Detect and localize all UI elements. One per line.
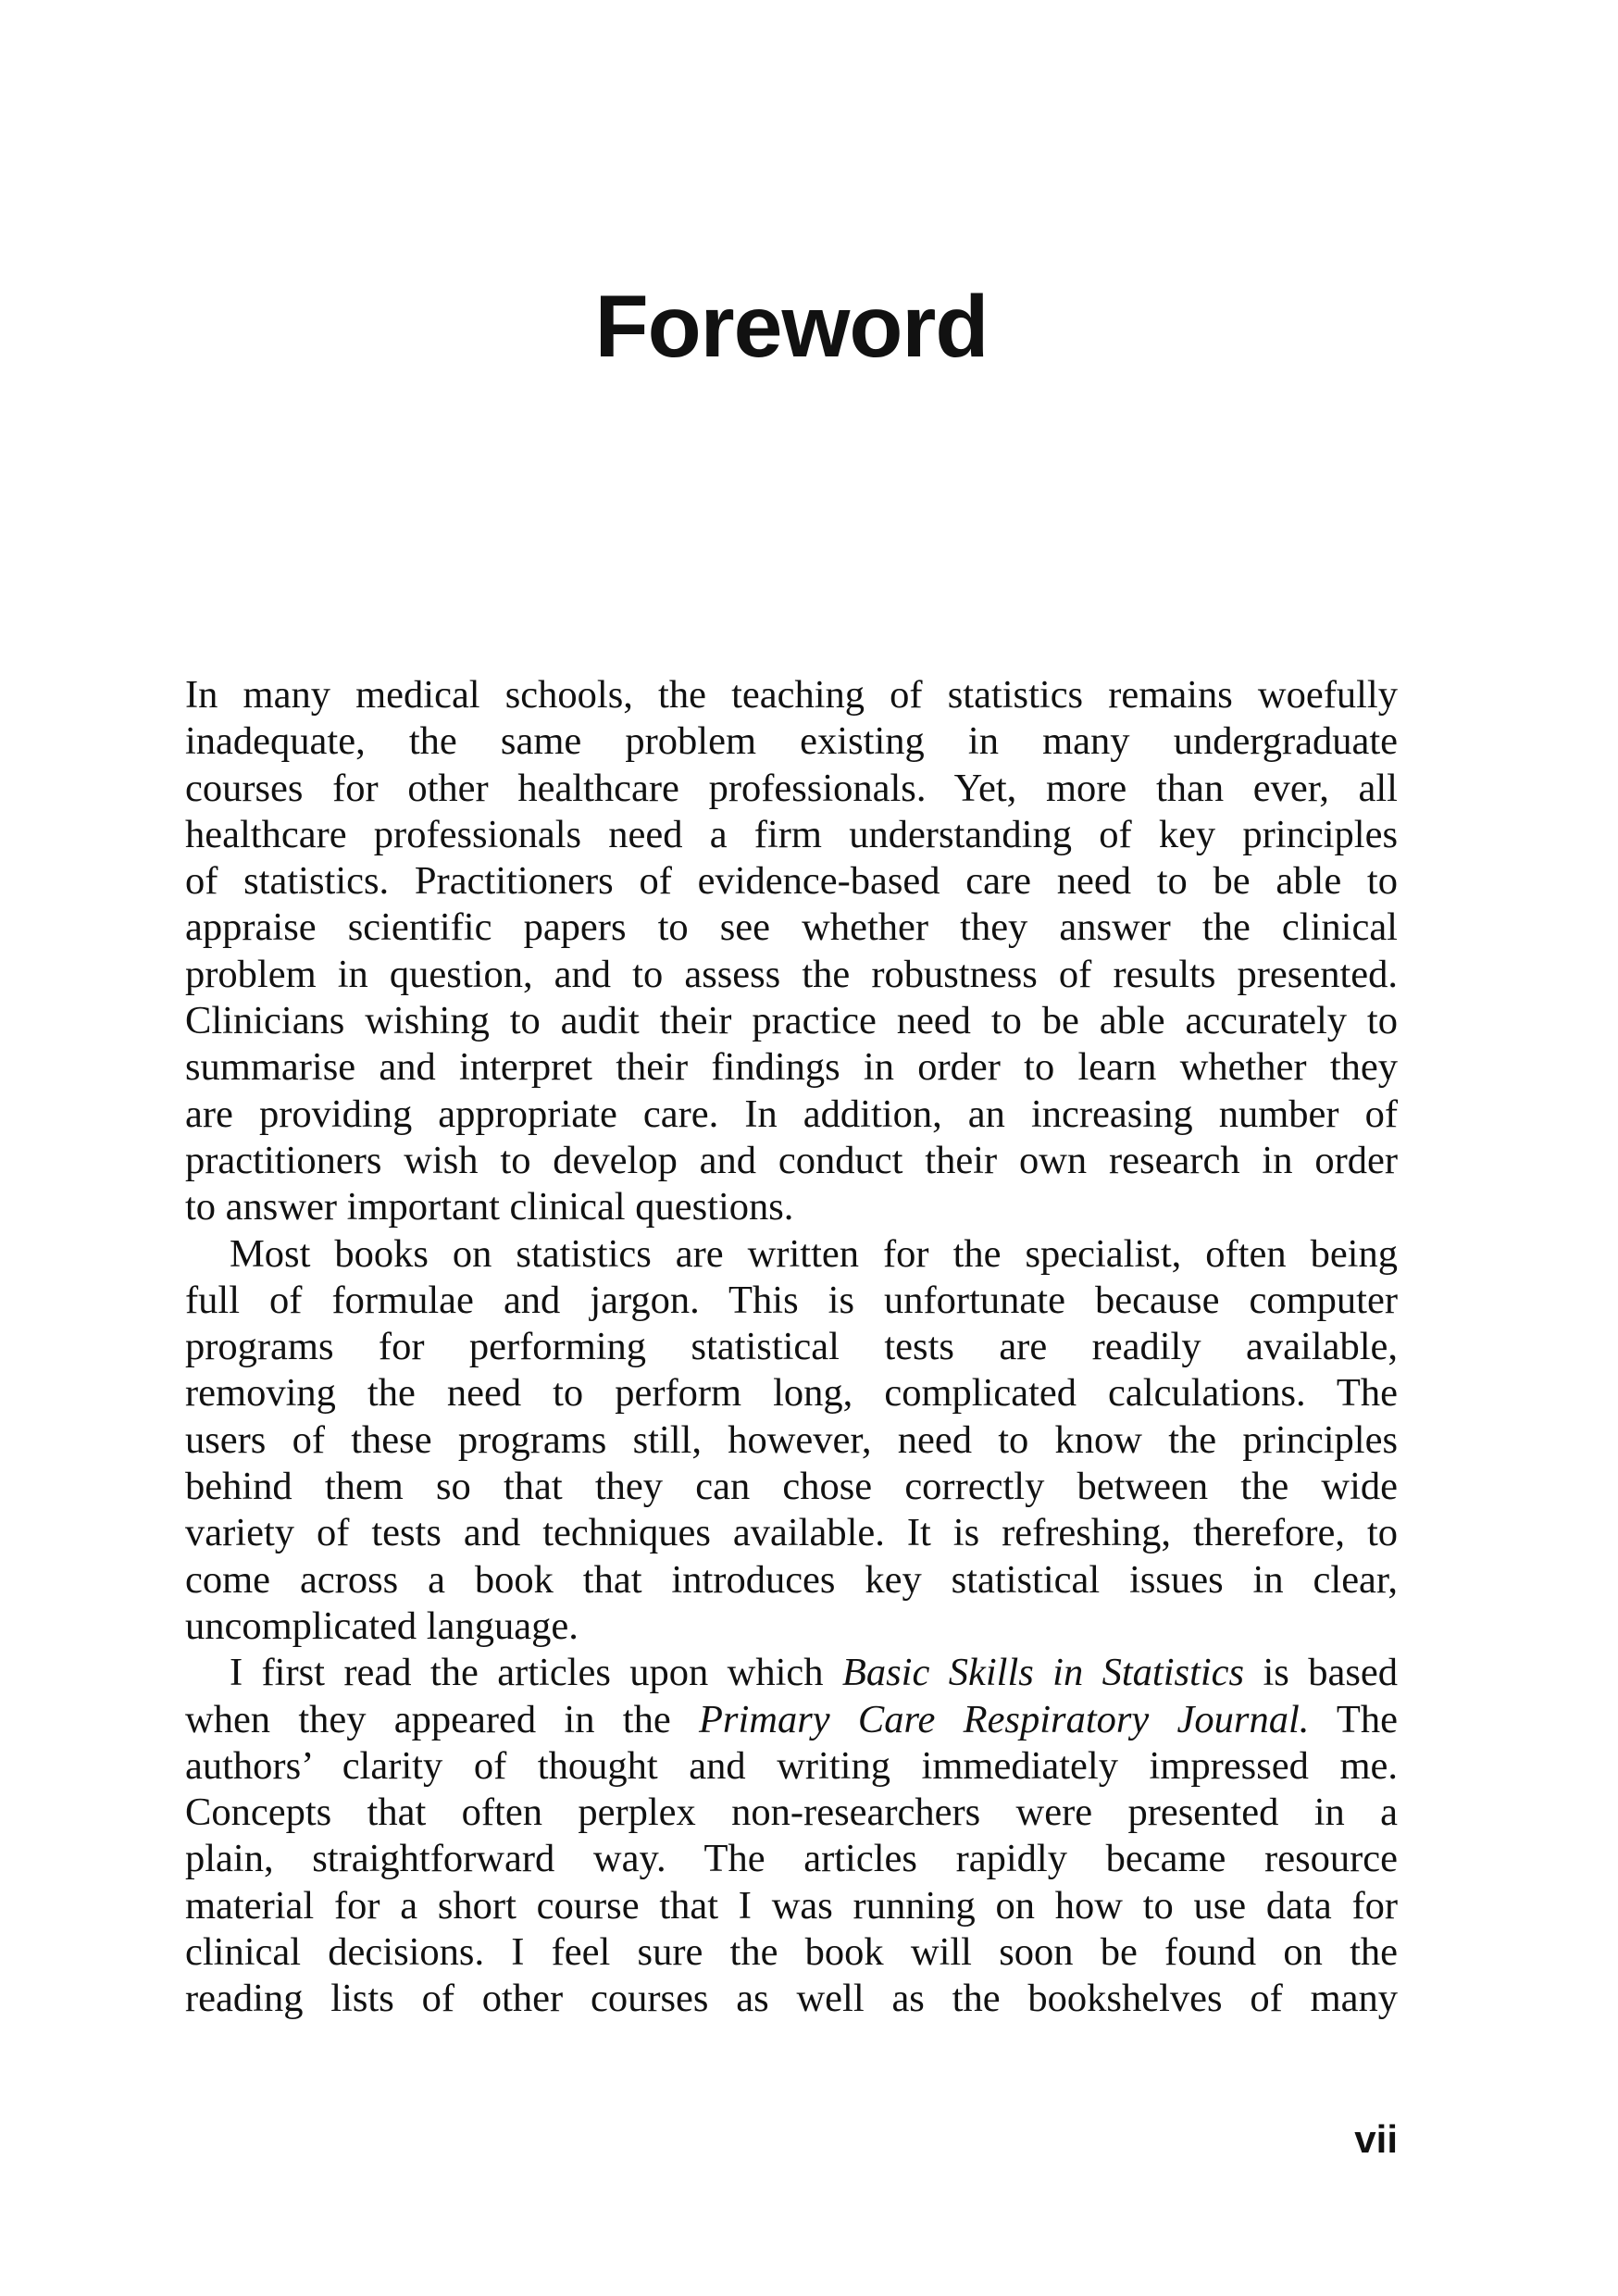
text-run: inadequate, the same problem existing in many undergraduate [185, 719, 1398, 764]
text-run: In many medical schools, the teaching of statistics remains woefully [185, 673, 1398, 717]
text-run: users of these programs still, however, need to know the principles [185, 1417, 1398, 1462]
text-line [185, 1510, 1398, 1556]
text-line [185, 1650, 1398, 1696]
text-line [185, 1044, 1398, 1091]
text-line [185, 672, 1398, 718]
text-run: Most books on statistics are written for the specialist, often being [230, 1231, 1398, 1276]
text-line [185, 1231, 1398, 1278]
text-line [185, 1790, 1398, 1836]
text-run: authors’ clarity of thought and writing immediately impressed me. [185, 1743, 1398, 1788]
text-line [185, 905, 1398, 951]
text-line [185, 1557, 1398, 1603]
text-run: reading lists of other courses as well as the bookshelves of many [185, 1977, 1398, 2021]
text-run: is based [1244, 1651, 1398, 1695]
text-line [185, 1417, 1398, 1464]
text-run: courses for other healthcare professionals. Yet, more than ever, all [185, 766, 1398, 810]
text-run: appraise scientific papers to see whether they answer the clinical [185, 905, 1398, 950]
text-run: The [1309, 1697, 1398, 1741]
text-line [185, 766, 1398, 812]
text-run: are providing appropriate care. In addition, an increasing number of [185, 1092, 1398, 1136]
text-line [185, 1603, 1398, 1650]
text-run: to answer important clinical questions. [185, 1185, 794, 1229]
text-line [185, 812, 1398, 858]
text-line [185, 1883, 1398, 1929]
text-line [185, 1743, 1398, 1790]
text-run: come across a book that introduces key statistical issues in clear, [185, 1557, 1398, 1602]
text-line [185, 1370, 1398, 1416]
page-title: Foreword [594, 277, 989, 376]
text-run: material for a short course that I was running on how to use data for [185, 1883, 1398, 1928]
italic-title: Basic Skills in Statistics [841, 1651, 1245, 1695]
text-run: healthcare professionals need a firm understanding of key principles [185, 812, 1398, 856]
text-run: of statistics. Practitioners of evidence-based care need to be able to [185, 859, 1398, 904]
text-line [185, 1464, 1398, 1510]
text-line [185, 1184, 1398, 1230]
text-run: Concepts that often perplex non-researchers were presented in a [185, 1791, 1398, 1835]
text-line [185, 1836, 1398, 1882]
text-run: behind them so that they can chose correctly between the wide [185, 1465, 1398, 1509]
italic-title: Primary Care Respiratory Journal. [698, 1697, 1310, 1741]
page-number: vii [1354, 2117, 1398, 2161]
text-line [185, 1324, 1398, 1370]
foreword-body [185, 672, 1398, 2023]
text-run: removing the need to perform long, complicated calculations. The [185, 1371, 1398, 1416]
text-run: problem in question, and to assess the robustness of results presented. [185, 952, 1398, 996]
text-line [185, 1278, 1398, 1324]
text-run: variety of tests and techniques available. It is refreshing, therefore, to [185, 1511, 1398, 1555]
text-run: practitioners wish to develop and conduct their own research in order [185, 1138, 1398, 1182]
text-line [185, 858, 1398, 905]
text-run: clinical decisions. I feel sure the book will soon be found on the [185, 1930, 1398, 1975]
text-line [185, 718, 1398, 765]
text-line [185, 1929, 1398, 1976]
text-run: full of formulae and jargon. This is unfortunate because computer [185, 1278, 1398, 1322]
text-run: summarise and interpret their findings in order to learn whether they [185, 1045, 1398, 1090]
text-run: Clinicians wishing to audit their practice need to be able accurately to [185, 999, 1398, 1043]
text-line [185, 998, 1398, 1044]
text-run: I first read the articles upon which [230, 1651, 842, 1695]
text-line [185, 952, 1398, 998]
text-line [185, 1092, 1398, 1138]
text-run: uncomplicated language. [185, 1603, 579, 1648]
text-line [185, 1976, 1398, 2022]
text-run: programs for performing statistical tests are readily available, [185, 1325, 1398, 1369]
text-line [185, 1697, 1398, 1743]
text-run: plain, straightforward way. The articles rapidly became resource [185, 1837, 1398, 1881]
text-run: when they appeared in the [185, 1697, 699, 1741]
text-line [185, 1138, 1398, 1184]
